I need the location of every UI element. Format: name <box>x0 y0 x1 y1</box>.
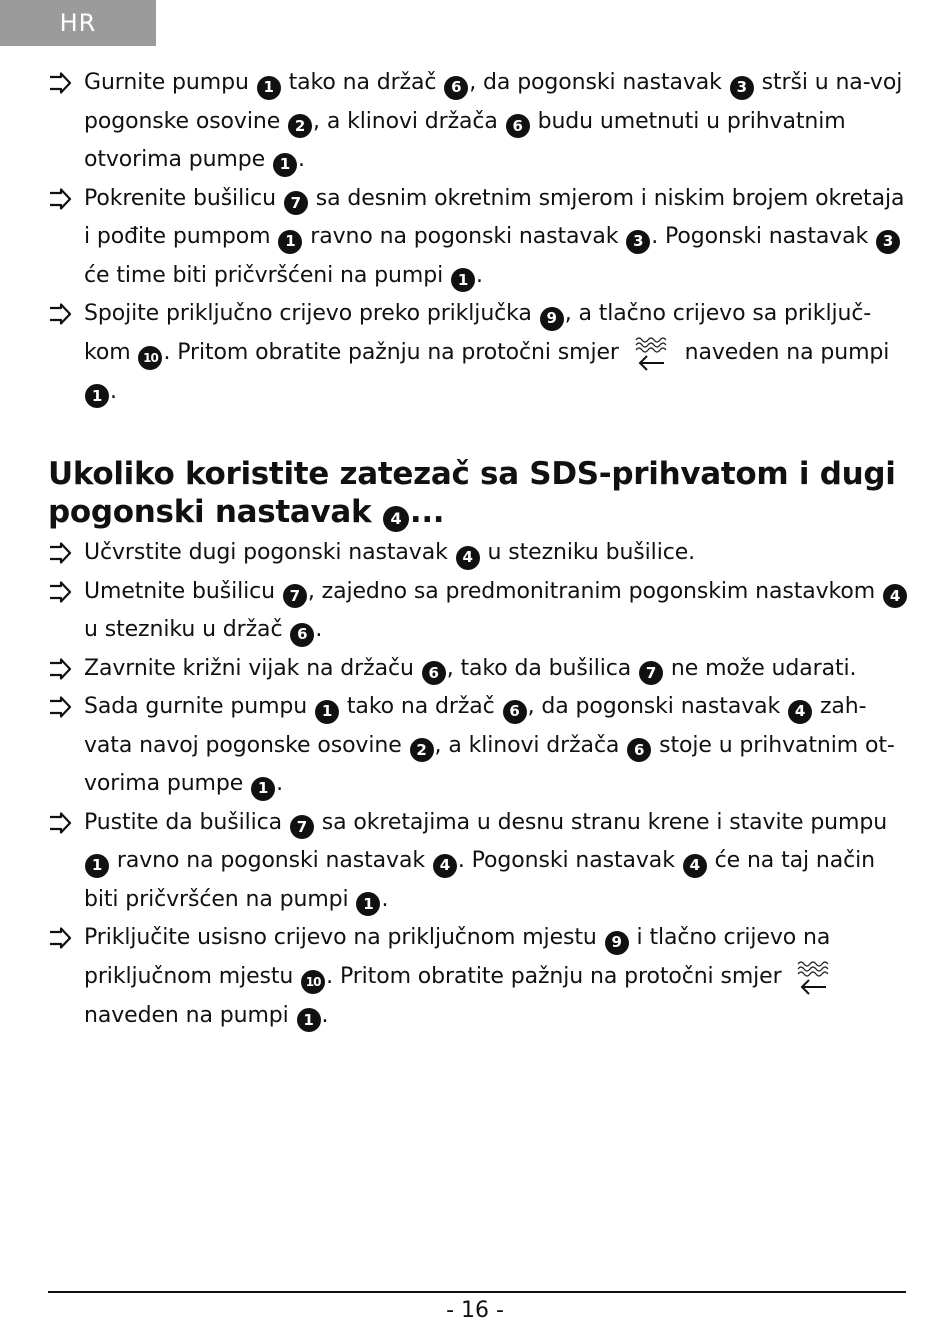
step-text: , da pogonski nastavak <box>527 694 788 719</box>
part-number-badge: 1 <box>297 1008 321 1032</box>
section-heading-text: Ukoliko koristite zatezač sa SDS-prihvatom i dugi pogonski nastavak <box>48 456 896 530</box>
arrow-bullet-icon <box>48 64 76 103</box>
step-text: . <box>381 886 389 912</box>
language-tab <box>0 0 156 46</box>
step-text: . Pogonski nastavak <box>457 848 682 873</box>
part-number-badge: 6 <box>422 661 446 685</box>
step-text: u stezniku bušilice. <box>480 540 696 565</box>
step-text: , a klinovi držača <box>434 732 627 758</box>
part-number-badge: 1 <box>85 384 109 408</box>
part-number-badge: 4 <box>683 854 707 878</box>
part-number-badge: 4 <box>433 854 457 878</box>
step-text: će time biti pričvršćeni na pumpi <box>84 262 450 288</box>
part-number-badge: 6 <box>503 700 527 724</box>
step-text: ravno na pogonski nastavak <box>303 224 626 249</box>
instruction-step <box>48 688 908 804</box>
arrow-bullet-icon <box>48 295 76 334</box>
step-text: . <box>110 378 117 404</box>
step-text: naveden na pumpi <box>677 339 890 365</box>
part-number-badge: 10 <box>301 970 325 994</box>
part-number-badge: 3 <box>626 230 650 254</box>
part-number-badge: 6 <box>627 738 651 762</box>
part-number-badge: 4 <box>456 546 480 570</box>
step-text: . Pogonski nastavak <box>651 224 876 249</box>
part-number-badge: 10 <box>138 346 162 370</box>
step-text: , zajedno sa predmonitranim pogonskim nastavkom <box>307 578 882 604</box>
page-content <box>48 64 908 1035</box>
step-text: . <box>297 147 305 172</box>
flow-direction-icon <box>632 335 672 373</box>
part-number-badge: 6 <box>506 114 530 138</box>
step-text: Pokrenite bušilicu <box>84 185 283 211</box>
step-text: zah-vata navoj pogonske osovine <box>84 694 867 758</box>
part-number-badge: 1 <box>278 230 302 254</box>
part-number-badge: 6 <box>444 76 468 100</box>
step-text: . <box>475 262 483 288</box>
language-tab-label: HR <box>59 9 97 37</box>
step-text: . Pritom obratite pažnju na protočni smjer <box>163 339 626 365</box>
part-number-badge: 9 <box>540 307 564 331</box>
step-text: tako na držač <box>340 694 502 719</box>
section-heading <box>48 455 908 532</box>
step-text: strši u na-voj pogonske osovine <box>84 70 903 134</box>
part-number-badge: 2 <box>410 738 434 762</box>
step-text: Gurnite pumpu <box>84 70 256 95</box>
instruction-step <box>48 650 908 689</box>
step-text: . <box>321 1002 329 1028</box>
instruction-step <box>48 64 908 180</box>
step-text: sa okretajima u desnu stranu krene i stavite pumpu <box>314 809 888 835</box>
step-text: sa desnim okretnim smjerom i niskim brojem okretaja i pođite pumpom <box>84 185 905 249</box>
part-number-badge: 9 <box>605 931 629 955</box>
step-text: Učvrstite dugi pogonski nastavak <box>84 540 455 565</box>
flow-direction-icon <box>794 959 834 997</box>
step-text: , tako da bušilica <box>446 655 639 681</box>
step-text: , a klinovi držača <box>313 108 505 134</box>
step-list-1 <box>48 64 908 411</box>
step-list-2 <box>48 534 908 1035</box>
part-number-badge: 7 <box>284 191 308 215</box>
step-text: budu umetnuti u prihvatnim otvorima pumpe <box>84 108 846 172</box>
instruction-step <box>48 573 908 650</box>
arrow-bullet-icon <box>48 573 76 612</box>
part-number-badge: 7 <box>290 815 314 839</box>
page-number: - 16 - <box>446 1298 504 1323</box>
step-text: . <box>315 617 323 642</box>
step-text: naveden na pumpi <box>84 1002 296 1028</box>
part-number-badge: 1 <box>273 153 297 177</box>
step-text: Sada gurnite pumpu <box>84 694 315 719</box>
part-number-badge: 6 <box>290 623 314 647</box>
part-number-badge: 4 <box>788 700 812 724</box>
step-text: Pustite da bušilica <box>84 809 289 835</box>
part-number-badge: 7 <box>283 584 307 608</box>
footer-rule <box>48 1291 906 1293</box>
step-text: Zavrnite križni vijak na držaču <box>84 655 421 681</box>
part-number-badge: 4 <box>383 506 409 532</box>
part-number-badge: 2 <box>288 114 312 138</box>
step-text: i tlačno crijevo na priključnom mjestu <box>84 925 831 989</box>
arrow-bullet-icon <box>48 688 76 727</box>
section-heading-suffix: ... <box>409 494 445 530</box>
part-number-badge: 1 <box>85 854 109 878</box>
step-text: , da pogonski nastavak <box>469 70 729 95</box>
arrow-bullet-icon <box>48 534 76 573</box>
part-number-badge: 1 <box>356 892 380 916</box>
part-number-badge: 7 <box>639 661 663 685</box>
instruction-step <box>48 180 908 296</box>
step-text: Priključite usisno crijevo na priključnom mjestu <box>84 925 604 950</box>
instruction-step <box>48 919 908 1035</box>
part-number-badge: 1 <box>257 76 281 100</box>
step-text: , a tlačno crijevo sa priključ-kom <box>84 301 872 365</box>
step-text: ravno na pogonski nastavak <box>110 848 432 873</box>
part-number-badge: 1 <box>251 777 275 801</box>
instruction-step <box>48 295 908 411</box>
arrow-bullet-icon <box>48 804 76 843</box>
step-text: stoje u prihvatnim ot-vorima pumpe <box>84 732 895 796</box>
part-number-badge: 4 <box>883 584 907 608</box>
part-number-badge: 1 <box>451 268 475 292</box>
arrow-bullet-icon <box>48 919 76 958</box>
part-number-badge: 1 <box>315 700 339 724</box>
step-text: u stezniku u držač <box>84 617 290 642</box>
instruction-step <box>48 804 908 920</box>
arrow-bullet-icon <box>48 650 76 689</box>
step-text: Umetnite bušilicu <box>84 578 282 604</box>
step-text: . Pritom obratite pažnju na protočni smjer <box>326 963 789 989</box>
instruction-step <box>48 534 908 573</box>
step-text: će na taj način biti pričvršćen na pumpi <box>84 848 875 912</box>
arrow-bullet-icon <box>48 180 76 219</box>
step-text: tako na držač <box>281 70 444 95</box>
step-text: Spojite priključno crijevo preko priključka <box>84 301 539 326</box>
part-number-badge: 3 <box>730 76 754 100</box>
part-number-badge: 3 <box>876 230 900 254</box>
step-text: ne može udarati. <box>664 655 857 681</box>
step-text: . <box>276 771 283 796</box>
